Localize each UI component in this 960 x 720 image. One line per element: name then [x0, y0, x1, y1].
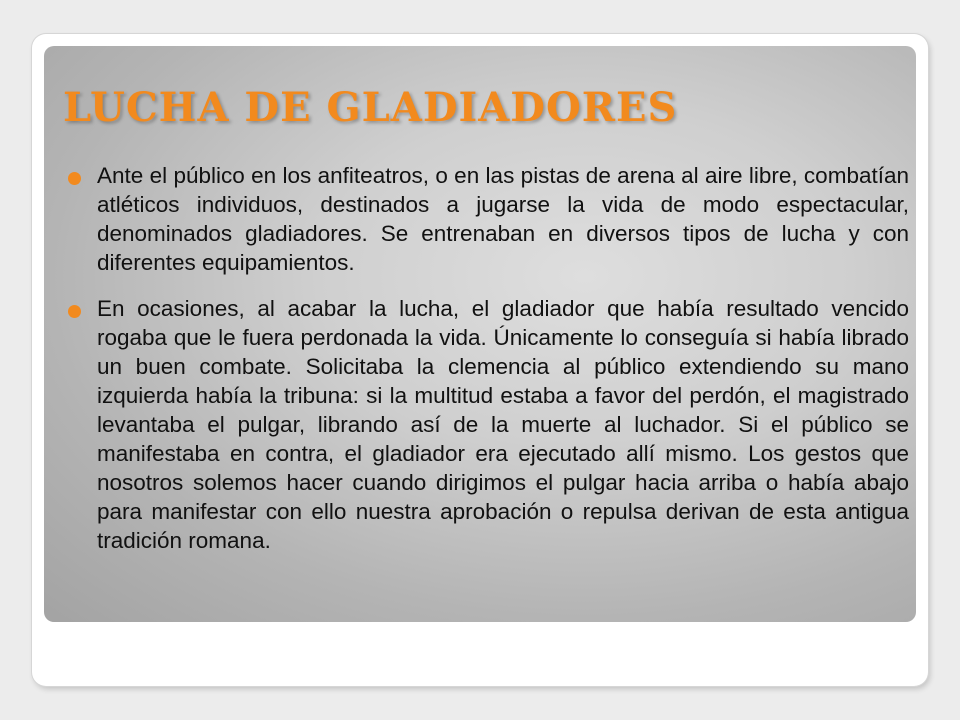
slide-title: LUCHA DE GLADIADORES	[63, 84, 678, 131]
bullet-dot-icon	[68, 305, 81, 318]
bullet-dot-icon	[68, 172, 81, 185]
bullet-text: Ante el público en los anfiteatros, o en las pistas de arena al aire libre, combatían atléticos individuos, destinados a jugarse la vida de modo espectacular, denominados gladiadores. Se entrenaban en diversos tipos de lucha y con diferentes equipamientos.	[97, 163, 909, 275]
bullet-text: En ocasiones, al acabar la lucha, el gladiador que había resultado vencido rogaba que le fuera perdonada la vida. Únicamente lo conseguía si había librado un buen combate. Solicitaba la clemencia al público extendiendo su mano izquierda había la tribuna: si la multitud estaba a favor del perdón, el magistrado levantaba el pulgar, librando así de la muerte al luchador. Si el público se manifestaba en contra, el gladiador era ejecutado allí mismo. Los gestos que nosotros solemos hacer cuando dirigimos el pulgar hacia arriba o había abajo para manifestar con ello nuestra aprobación o repulsa derivan de esta antigua tradición romana.	[97, 296, 909, 553]
